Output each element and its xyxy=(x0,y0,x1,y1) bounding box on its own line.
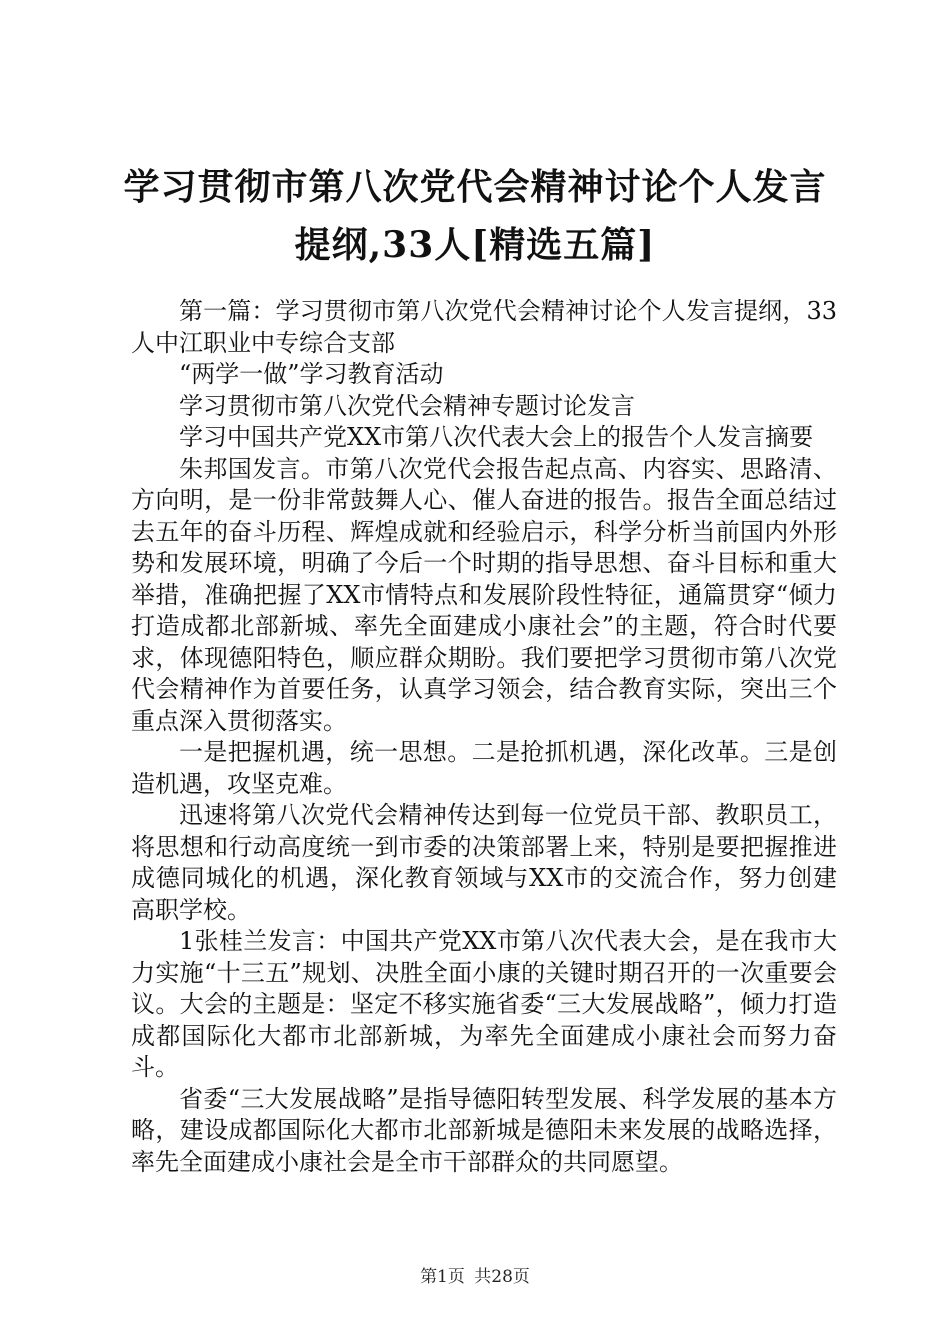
page-total: 共28页 xyxy=(474,1267,530,1287)
paragraph: 朱邦国发言。市第八次党代会报告起点高、内容实、思路清、方向明，是一份非常鼓舞人心、催人奋进的报告。报告全面总结过去五年的奋斗历程、辉煌成就和经验启示，科学分析当前国内外形势和发展环境，明确了今后一个时期的指导思想、奋斗目标和重大举措，准确把握了XX市情特点和发展阶段性特征，通篇贯穿“倾力打造成都北部新城、率先全面建成小康社会”的主题，符合时代要求，体现德阳特色，顺应群众期盼。我们要把学习贯彻市第八次党代会精神作为首要任务，认真学习领会，结合教育实际，突出三个重点深入贯彻落实。 xyxy=(131,454,837,735)
document-title: 学习贯彻市第八次党代会精神讨论个人发言提纲,33人[精选五篇] xyxy=(123,166,827,266)
paragraph: 1张桂兰发言：中国共产党XX市第八次代表大会，是在我市大力实施“十三五”规划、决胜全面小康的关键时期召开的一次重要会议。大会的主题是：坚定不移实施省委“三大发展战略”，倾力打造成都国际化大都市北部新城，为率先全面建成小康社会而努力奋斗。 xyxy=(131,927,837,1081)
paragraph: “两学一做”学习教育活动 xyxy=(179,360,444,388)
paragraph: 学习贯彻市第八次党代会精神专题讨论发言 xyxy=(179,391,635,420)
paragraph: 一是把握机遇，统一思想。二是抢抓机遇，深化改革。三是创造机遇，攻坚克难。 xyxy=(131,738,837,798)
paragraph: 迅速将第八次党代会精神传达到每一位党员干部、教职员工，将思想和行动高度统一到市委的决策部署上来，特别是要把握推进成德同城化的机遇，深化教育领域与XX市的交流合作，努力创建高职学校。 xyxy=(131,801,837,924)
paragraph: 学习中国共产党XX市第八次代表大会上的报告个人发言摘要 xyxy=(179,423,814,451)
page-number: 第1页 xyxy=(420,1267,465,1287)
paragraph: 第一篇：学习贯彻市第八次党代会精神讨论个人发言提纲，33人中江职业中专综合支部 xyxy=(131,297,837,357)
document-body xyxy=(131,296,837,1178)
page-footer xyxy=(0,1266,950,1288)
paragraph: 省委“三大发展战略”是指导德阳转型发展、科学发展的基本方略，建设成都国际化大都市北部新城是德阳未来发展的战略选择，率先全面建成小康社会是全市干部群众的共同愿望。 xyxy=(131,1084,837,1176)
